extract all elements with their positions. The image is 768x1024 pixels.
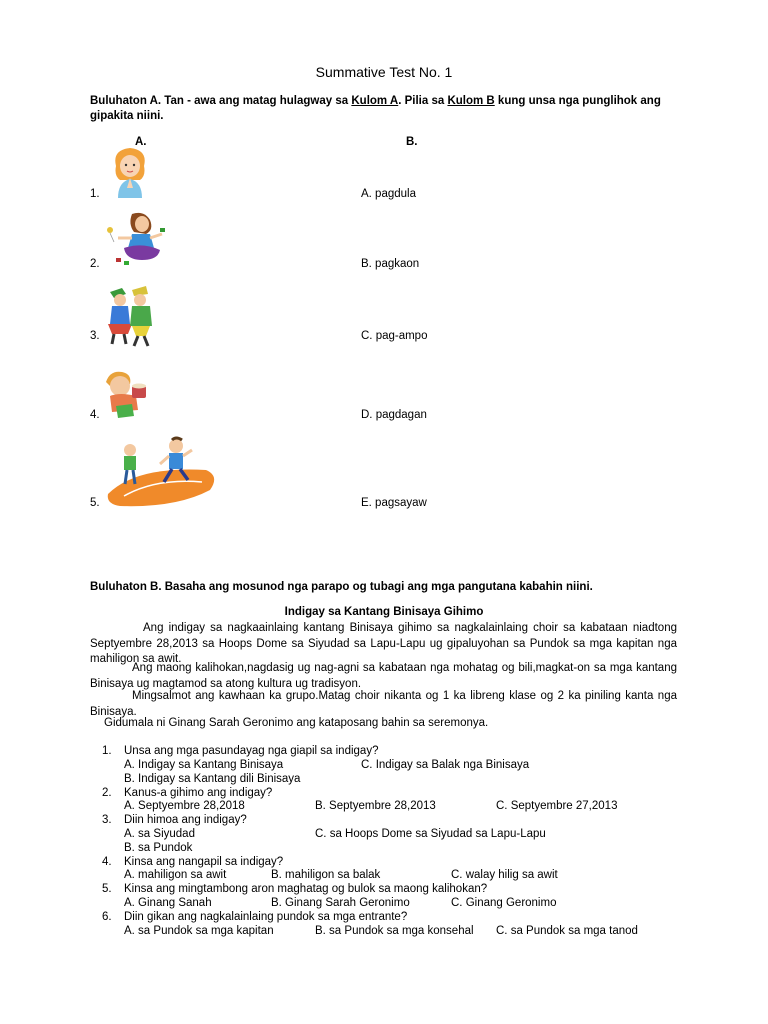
question-text: Diin himoa ang indigay? — [124, 814, 247, 826]
question-text: Kanus-a gihimo ang indigay? — [124, 787, 273, 799]
question-number: 2. — [102, 787, 112, 799]
question-option: A. sa Pundok sa mga kapitan — [124, 925, 274, 937]
question-text: Unsa ang mga pasundayag nga giapil sa indigay? — [124, 745, 379, 757]
question-option: B. mahiligon sa balak — [271, 869, 381, 881]
item-number-1: 1. — [90, 188, 100, 200]
part-a-instr-mid: . Pilia sa — [398, 95, 448, 107]
page-title: Summative Test No. 1 — [315, 64, 453, 80]
part-a-instr-pre: Buluhaton A. Tan - awa ang matag hulagway sa — [90, 95, 352, 107]
choice-a: A. pagdula — [361, 188, 416, 200]
choice-e: E. pagsayaw — [361, 497, 427, 509]
question-number: 1. — [102, 745, 112, 757]
question-option: C. Ginang Geronimo — [451, 897, 557, 909]
part-a-instructions — [90, 94, 690, 124]
question-option: A. Indigay sa Kantang Binisaya — [124, 759, 284, 771]
story-paragraph-3: Mingsalmot ang kawhaan ka grupo.Matag choir nikanta og 1 ka libreng klase og 2 ka piniling kanta nga Binisaya. — [90, 690, 677, 718]
kids-running-picture — [106, 436, 218, 512]
question-option: C. Indigay sa Balak nga Binisaya — [361, 759, 530, 771]
kulom-b-label: Kulom B — [447, 95, 495, 107]
item-number-2: 2. — [90, 258, 100, 270]
story-paragraph-1: Ang indigay sa nagkaainlaing kantang Binisaya gihimo sa nagkalainlaing choir sa kabataan niadtong Septyembre 28,2013 sa Hoops Dome sa Siyudad sa Lapu-Lapu ug gipaluyohan sa Pundok sa mga kapitan nga mahiligon sa awit. — [90, 622, 677, 665]
part-b-instructions: Buluhaton B. Basaha ang mosunod nga parapo og tubagi ang mga pangutana kabahin niini. — [90, 581, 593, 593]
child-eating-picture — [102, 368, 152, 422]
question-option: C. Septyembre 27,2013 — [496, 800, 618, 812]
story-paragraph-2: Ang maong kalihokan,nagdasig ug nag-agni sa kabataan nga mohatag og bili,magkat-on sa mga kantang Binisaya ug magtamod sa atong kultura ug tradisyon. — [90, 662, 677, 690]
question-number: 3. — [102, 814, 112, 826]
question-text: Diin gikan ang nagkalainlaing pundok sa mga entrante? — [124, 911, 408, 923]
question-number: 4. — [102, 856, 112, 868]
question-option: B. Indigay sa Kantang dili Binisaya — [124, 773, 301, 785]
choice-b: B. pagkaon — [361, 258, 420, 270]
part-a-instr-post: kung unsa nga punglihok ang gipakita niini. — [90, 95, 661, 122]
girl-playing-jackstones-picture — [102, 208, 168, 270]
column-b-header: B. — [406, 136, 418, 148]
question-number: 6. — [102, 911, 112, 923]
question-option: B. sa Pundok — [124, 842, 193, 854]
item-number-5: 5. — [90, 497, 100, 509]
question-option: B. sa Pundok sa mga konsehal — [315, 925, 474, 937]
question-option: A. Septyembre 28,2018 — [124, 800, 245, 812]
choice-c: C. pag-ampo — [361, 330, 428, 342]
question-option: C. sa Pundok sa mga tanod — [496, 925, 638, 937]
question-option: B. Septyembre 28,2013 — [315, 800, 436, 812]
question-number: 5. — [102, 883, 112, 895]
question-option: A. mahiligon sa awit — [124, 869, 227, 881]
question-option: A. sa Siyudad — [124, 828, 195, 840]
item-number-4: 4. — [90, 409, 100, 421]
story-title: Indigay sa Kantang Binisaya Gihimo — [284, 606, 484, 618]
item-number-3: 3. — [90, 330, 100, 342]
question-option: A. Ginang Sanah — [124, 897, 212, 909]
question-text: Kinsa ang nangapil sa indigay? — [124, 856, 284, 868]
question-text: Kinsa ang mingtambong aron maghatag og bulok sa maong kalihokan? — [124, 883, 488, 895]
praying-girl-picture — [106, 144, 154, 200]
question-option: C. sa Hoops Dome sa Siyudad sa Lapu-Lapu — [315, 828, 546, 840]
column-a-header: A. — [135, 136, 147, 148]
kids-dancing-picture — [104, 284, 156, 348]
story-paragraph-4: Gidumala ni Ginang Sarah Geronimo ang kataposang bahin sa seremonya. — [104, 717, 489, 729]
choice-d: D. pagdagan — [361, 409, 427, 421]
question-option: B. Ginang Sarah Geronimo — [271, 897, 410, 909]
question-option: C. walay hilig sa awit — [451, 869, 558, 881]
kulom-a-label: Kulom A — [351, 95, 399, 107]
